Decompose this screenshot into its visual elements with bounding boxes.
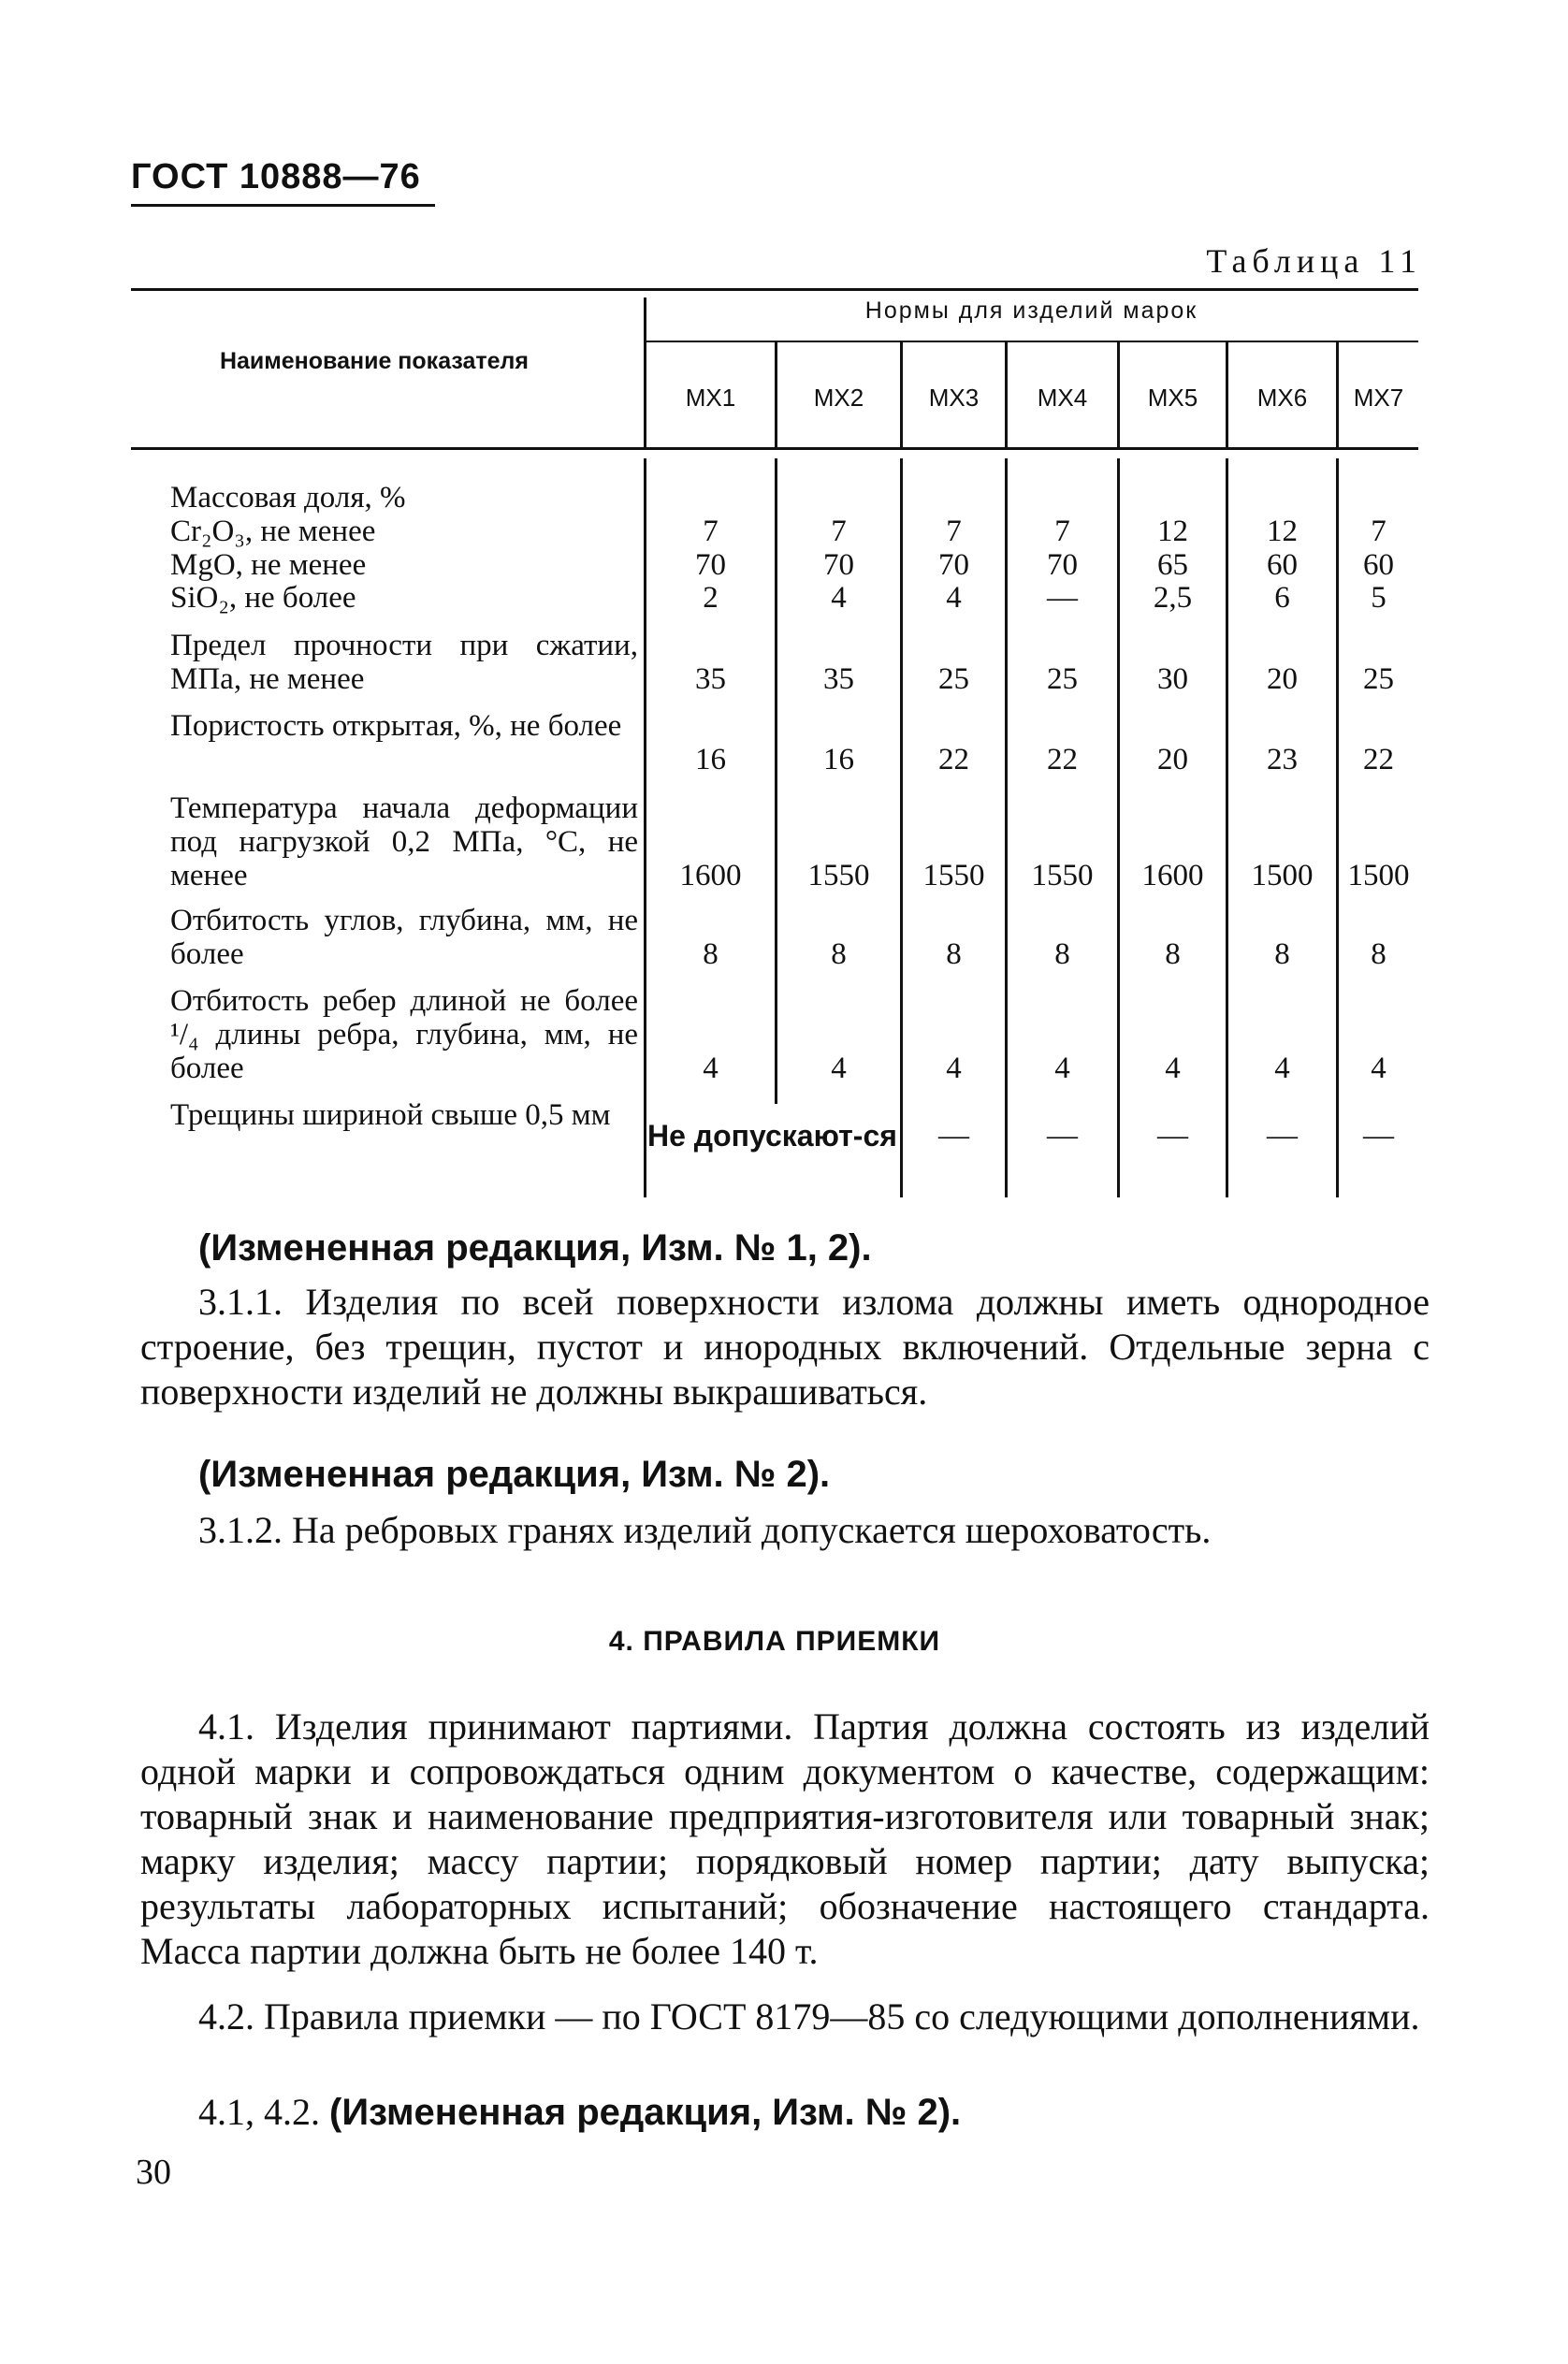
section-title: 4. ПРАВИЛА ПРИЕМКИ	[608, 1626, 941, 1657]
row-label: Пористость открытая, %, не более	[170, 709, 622, 743]
table-cell: —	[1363, 1119, 1394, 1153]
table-cell: 16	[823, 743, 854, 776]
table-cell: 1600	[1141, 859, 1204, 892]
table-top-rule	[131, 288, 1418, 291]
table-cell: 22	[938, 743, 969, 776]
table-cell: 2,5	[1153, 581, 1193, 615]
table-cell: 1550	[807, 859, 870, 892]
table-cell: 4	[703, 1051, 719, 1085]
table-cell: 65	[1157, 548, 1188, 582]
amendment-clause-refs: 4.1, 4.2.	[198, 2091, 320, 2133]
table-cell: 30	[1157, 662, 1188, 696]
table-cell: 8	[831, 937, 847, 971]
table-cell: 4	[1165, 1051, 1181, 1085]
header-bottom-rule	[131, 447, 1418, 450]
table-cell: 70	[938, 548, 969, 582]
table-cell: 7	[703, 515, 719, 548]
table-cell: 4	[946, 581, 962, 615]
clause-4-1: 4.1. Изделия принимают партиями. Партия должна состоять из изделий одной марки и сопровождаться одним документом о качестве, содержащим: товарный знак и наименование предприятия-изготовителя или товарный знак; марку изделия; массу партии; порядковый номер партии; дату выпуска; результаты лабораторных испытаний; обозначение настоящего стандарта. Масса партии должна быть не более 140 т.	[140, 1705, 1430, 1972]
table-cell: 1550	[922, 859, 985, 892]
table-cell: 1600	[679, 859, 742, 892]
clause-3-1-2: 3.1.2. На ребровых гранях изделий допускается шероховатость.	[198, 1509, 1212, 1551]
table-cell: —	[1267, 1119, 1298, 1153]
row-label: MgO, не менее	[170, 548, 367, 582]
amendment-note: (Измененная редакция, Изм. № 2).	[329, 2092, 962, 2133]
table-cell: —	[1047, 581, 1078, 615]
row-label: Трещины шириной свыше 0,5 мм	[170, 1098, 611, 1132]
table-cell: 7	[831, 515, 847, 548]
table-cell: 4	[1274, 1051, 1290, 1085]
table-cell: —	[1047, 1119, 1078, 1153]
table-cell: 4	[831, 1051, 847, 1085]
row-label: Отбитость ребер длиной не более ¹/₄ длины ребра, глубина, мм, не более	[170, 984, 638, 1085]
table-cell: 12	[1157, 515, 1188, 548]
standard-header: ГОСТ 10888—76	[131, 157, 421, 196]
row-label: Cr₂O₃, не менее	[170, 515, 376, 548]
table-cell: 7	[1054, 515, 1070, 548]
brand-header-rule	[646, 341, 1418, 342]
table-cell: 1500	[1347, 859, 1410, 892]
table-cell: 70	[1047, 548, 1078, 582]
clause-4-2: 4.2. Правила приемки — по ГОСТ 8179—85 со следующими дополнениями.	[198, 1995, 1420, 2038]
table-cell: 4	[946, 1051, 962, 1085]
table-cell: 8	[1274, 937, 1290, 971]
row-label: SiO₂, не более	[170, 581, 356, 615]
header-underline	[131, 204, 435, 207]
row-label: Температура начала деформации под нагрузкой 0,2 МПа, °C, не менее	[170, 791, 638, 892]
table-cell: 22	[1047, 743, 1078, 776]
table-cell: 25	[938, 662, 969, 696]
table-cell: 12	[1267, 515, 1298, 548]
table-cell: 35	[823, 662, 854, 696]
name-column-header: Наименование показателя	[219, 348, 530, 374]
brand-header: МХ1	[685, 384, 736, 412]
page-number: 30	[136, 2153, 171, 2192]
table-cell: 25	[1363, 662, 1394, 696]
table-cell: 8	[1054, 937, 1070, 971]
table-caption: Таблица 11	[1206, 242, 1422, 280]
table-cell: 20	[1157, 743, 1188, 776]
brand-header: МХ5	[1147, 384, 1198, 412]
table-cell: 70	[695, 548, 726, 582]
table-cell: 4	[831, 581, 847, 615]
table-cell: 4	[1371, 1051, 1387, 1085]
brand-header: МХ6	[1256, 384, 1308, 412]
table-cell: 1550	[1031, 859, 1094, 892]
clause-3-1-1: 3.1.1. Изделия по всей поверхности излома должны иметь однородное строение, без трещин, пустот и инородных включений. Отдельные зерна с поверхности изделий не должны выкрашиваться.	[140, 1281, 1430, 1413]
norms-column-header: Нормы для изделий марок	[864, 297, 1198, 324]
table-cell: 7	[1371, 515, 1387, 548]
table-cell: 8	[946, 937, 962, 971]
table-cell: 2	[703, 581, 719, 615]
row-label: Массовая доля, %	[170, 481, 406, 515]
amendment-note: (Измененная редакция, Изм. № 2).	[198, 1454, 831, 1495]
table-cell: 16	[695, 743, 726, 776]
table-cell: 60	[1267, 548, 1298, 582]
table-cell: 8	[1371, 937, 1387, 971]
table-cell: 1500	[1251, 859, 1314, 892]
table-cell: 6	[1274, 581, 1290, 615]
row-label: Предел прочности при сжатии, МПа, не менее	[170, 629, 638, 696]
table-cell: 60	[1363, 548, 1394, 582]
amendment-line	[198, 2090, 1415, 2135]
table-cell: 8	[1165, 937, 1181, 971]
amendment-note: (Измененная редакция, Изм. № 1, 2).	[198, 1227, 872, 1269]
brand-header: МХ3	[928, 384, 980, 412]
table-cell: 25	[1047, 662, 1078, 696]
merged-value-cell: Не допускают-ся	[647, 1119, 897, 1153]
table-cell: 70	[823, 548, 854, 582]
row-label: Отбитость углов, глубина, мм, не более	[170, 904, 638, 971]
table-cell: 7	[946, 515, 962, 548]
table-cell: 23	[1267, 743, 1298, 776]
table-cell: 35	[695, 662, 726, 696]
table-cell: 22	[1363, 743, 1394, 776]
brand-header: МХ4	[1037, 384, 1088, 412]
table-cell: —	[1157, 1119, 1188, 1153]
table-cell: 4	[1054, 1051, 1070, 1085]
table-cell: 20	[1267, 662, 1298, 696]
brand-header: МХ2	[813, 384, 864, 412]
table-cell: —	[938, 1119, 969, 1153]
brand-header: МХ7	[1353, 384, 1404, 412]
table-cell: 8	[703, 937, 719, 971]
table-cell: 5	[1371, 581, 1387, 615]
